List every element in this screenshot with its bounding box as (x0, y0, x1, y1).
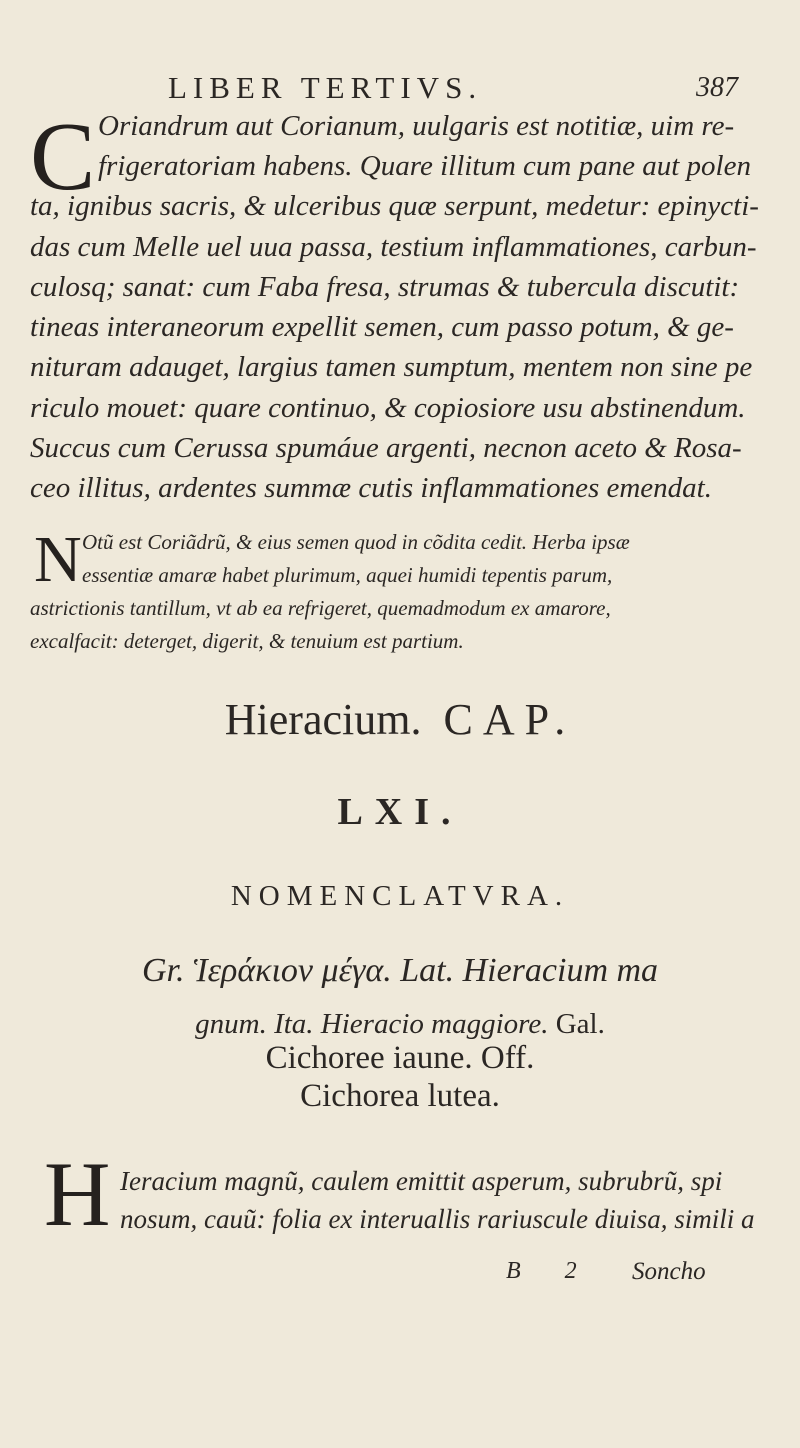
nomenclature-line: Cichorea lutea. (300, 1078, 500, 1114)
text-line: Oriandrum aut Corianum, uulgaris est notitiæ, uim re- (98, 110, 735, 142)
text-line: Succus cum Cerussa spumáue argenti, necnon aceto & Rosa- (30, 432, 742, 464)
catchword: Soncho (632, 1258, 706, 1285)
text-line: culosq; sanat: cum Faba fresa, strumas & tubercula discutit: (30, 271, 740, 303)
signature-letter: B (506, 1258, 521, 1284)
text-line: ta, ignibus sacris, & ulceribus quæ serpunt, medetur: epinycti- (30, 190, 759, 222)
nomenclature-line: Cichoree iaune. Off. (265, 1040, 535, 1076)
nomenclature-line: Gr. Ἱεράκιον μέγα. Lat. Hieracium ma (141, 952, 659, 989)
chapter-cap-label: CAP. (443, 695, 576, 744)
drop-cap-h: H (44, 1143, 111, 1245)
nomenclature-italian: gnum. Ita. Hieracio maggiore. (195, 1008, 549, 1040)
chapter-title (0, 694, 800, 745)
text-line: nituram adauget, largius tamen sumptum, mentem non sine pe (30, 351, 753, 383)
nomenclature-gallic-label: Gal. (548, 1008, 605, 1040)
drop-cap-n: N (34, 523, 82, 596)
text-line: frigeratoriam habens. Quare illitum cum pane aut polen (98, 150, 751, 182)
signature-number: 2 (564, 1258, 577, 1284)
text-line: ceo illitus, ardentes summæ cutis inflammationes emendat. (30, 472, 712, 504)
text-line: essentiæ amaræ habet plurimum, aquei humidi tepentis parum, (82, 563, 613, 587)
signature-mark (462, 1258, 577, 1285)
chapter-number: LXI. (337, 791, 463, 833)
text-line: astrictionis tantillum, vt ab ea refrigeret, quemadmodum ex amarore, (30, 596, 611, 620)
nomenclature-line (0, 1008, 800, 1041)
page-number: 387 (696, 72, 738, 103)
text-line: riculo mouet: quare continuo, & copiosiore usu abstinendum. (30, 392, 746, 424)
text-line: Otũ est Coriãdrũ, & eius semen quod in cõdita cedit. Herba ipsæ (82, 530, 630, 554)
drop-cap-c: C (30, 103, 96, 211)
text-line: excalfacit: deterget, digerit, & tenuium est partium. (30, 629, 464, 653)
text-line: das cum Melle uel uua passa, testium inflammationes, carbun- (30, 231, 757, 263)
nomenclature-heading: NOMENCLATVRA. (230, 880, 570, 912)
text-line: tineas interaneorum expellit semen, cum passo potum, & ge- (30, 311, 734, 343)
text-line: Ieracium magnũ, caulem emittit asperum, subrubrũ, spi (120, 1166, 723, 1196)
chapter-name: Hieracium. (224, 695, 422, 744)
page-header (168, 64, 738, 104)
text-line: nosum, cauũ: folia ex interuallis rariuscule diuisa, simili a (120, 1204, 755, 1234)
running-title: LIBER TERTIVS. (168, 70, 483, 105)
